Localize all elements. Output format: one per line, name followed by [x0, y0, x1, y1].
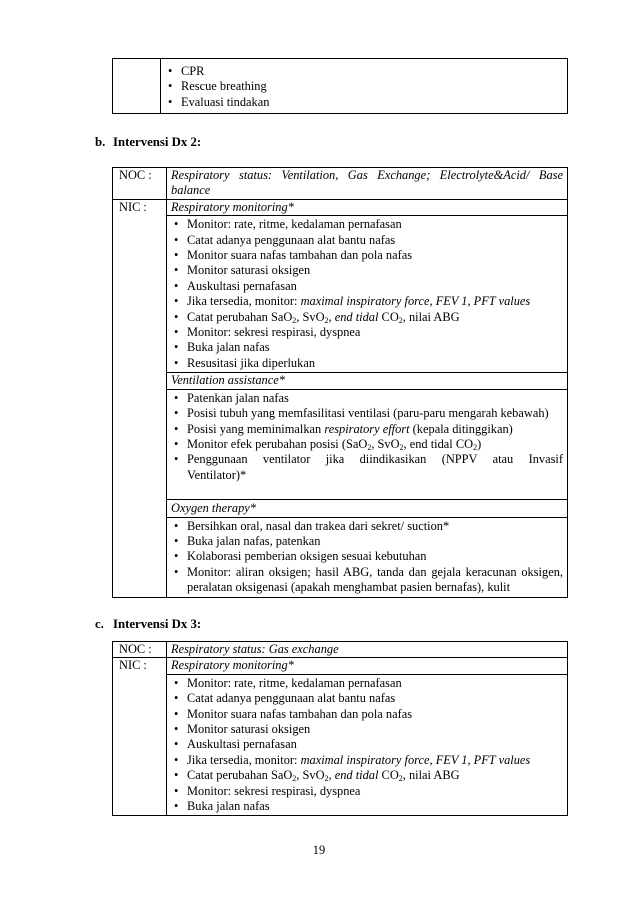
text: ,	[328, 768, 335, 783]
list-item: • Buka jalan nafas	[171, 799, 563, 814]
text: , SvO	[296, 768, 325, 783]
list-item: • Resusitasi jika diperlukan	[171, 356, 563, 371]
list-item: • Kolaborasi pemberian oksigen sesuai kebutuhan	[171, 549, 563, 564]
table-cell-empty	[113, 674, 167, 816]
list-item: • Monitor: rate, ritme, kedalaman pernafasan	[171, 217, 563, 232]
table-row	[113, 500, 568, 517]
text: Jika tersedia, monitor:	[187, 294, 301, 309]
table-row	[113, 216, 568, 373]
noc-value-text: Respiratory status: Ventilation, Gas Exchange; Electrolyte&Acid/ Base balance	[171, 168, 563, 198]
section-c-heading	[95, 617, 201, 632]
text-italic: end tidal	[334, 309, 379, 324]
list-item: • Evaluasi tindakan	[165, 95, 563, 110]
bullet-list	[171, 676, 563, 815]
nic-title: Respiratory monitoring*	[167, 199, 568, 215]
text: CO	[378, 309, 399, 324]
list-item	[171, 565, 563, 596]
list-item: • Buka jalan nafas	[171, 340, 563, 355]
intervention-table-dx3	[112, 641, 568, 816]
bullet-list	[165, 64, 563, 110]
list-item: • Buka jalan nafas, patenkan	[171, 534, 563, 549]
list-item: • Posisi tubuh yang memfasilitasi ventilasi (paru-paru mengarah kebawah)	[171, 406, 563, 421]
text: , nilai ABG	[402, 309, 460, 324]
text-line: • Monitor: aliran oksigen; hasil ABG, tanda dan gejala keracunan oksigen,	[187, 564, 563, 579]
text: ,	[328, 309, 335, 324]
nic-label: NIC :	[113, 658, 167, 674]
noc-value: Respiratory status: Gas exchange	[167, 642, 568, 658]
section-title: Intervensi Dx 3:	[113, 617, 202, 631]
ventilation-list-cell	[167, 389, 568, 499]
section-letter: b.	[95, 135, 106, 149]
subscript: 2	[473, 442, 478, 452]
text-italic: end tidal	[334, 768, 379, 783]
list-item	[171, 437, 563, 452]
list-item: • Monitor saturasi oksigen	[171, 722, 563, 737]
table-row	[113, 199, 568, 215]
noc-label: NOC :	[113, 642, 167, 658]
text-italic: maximal inspiratory force, FEV 1, PFT values	[300, 294, 531, 309]
oxygen-title: Oxygen therapy*	[167, 500, 568, 517]
bullet-list	[171, 217, 563, 371]
subscript: 2	[324, 315, 329, 325]
list-item	[171, 294, 563, 309]
list-item: • Monitor: sekresi respirasi, dyspnea	[171, 784, 563, 799]
list-item: • Auskultasi pernafasan	[171, 279, 563, 294]
list-item: • Monitor suara nafas tambahan dan pola nafas	[171, 248, 563, 263]
list-item: • Patenkan jalan nafas	[171, 391, 563, 406]
table-cell-list	[161, 59, 568, 114]
list-item: • Monitor: rate, ritme, kedalaman pernafasan	[171, 676, 563, 691]
list-item: • Monitor: sekresi respirasi, dyspnea	[171, 325, 563, 340]
list-item	[171, 753, 563, 768]
list-item: • Rescue breathing	[165, 79, 563, 94]
section-b-heading	[95, 135, 201, 150]
oxygen-list-cell	[167, 517, 568, 597]
table-row	[113, 517, 568, 597]
list-item	[171, 452, 563, 483]
subscript: 2	[398, 774, 403, 784]
text-line: • Penggunaan ventilator jika diindikasikan (NPPV atau Invasif	[187, 452, 563, 467]
list-item	[171, 422, 563, 437]
monitoring-list-cell	[167, 674, 568, 816]
table-row	[113, 674, 568, 816]
nic-label: NIC :	[113, 199, 167, 215]
subscript: 2	[398, 315, 403, 325]
text-italic: maximal inspiratory force, FEV 1, PFT values	[300, 752, 531, 767]
subscript: 2	[292, 315, 297, 325]
text-line: peralatan oksigenasi (apakah menghambat pasien bernafas), kulit	[187, 580, 511, 595]
list-item: • Catat adanya penggunaan alat bantu nafas	[171, 691, 563, 706]
text: CO	[378, 768, 399, 783]
ventilation-title: Ventilation assistance*	[167, 373, 568, 389]
text-line: Ventilator)*	[187, 467, 247, 482]
table-row	[113, 389, 568, 499]
section-title: Intervensi Dx 2:	[113, 135, 202, 149]
noc-label: NOC :	[113, 168, 167, 200]
list-item: • Monitor saturasi oksigen	[171, 263, 563, 278]
list-item: • Bersihkan oral, nasal dan trakea dari sekret/ suction*	[171, 519, 563, 534]
top-table	[112, 58, 568, 114]
list-item: • CPR	[165, 64, 563, 79]
table-row	[113, 373, 568, 389]
list-item: • Catat adanya penggunaan alat bantu nafas	[171, 233, 563, 248]
text: , end tidal CO	[403, 436, 474, 451]
text: Catat perubahan SaO	[187, 309, 293, 324]
subscript: 2	[399, 442, 404, 452]
text: Jika tersedia, monitor:	[187, 752, 301, 767]
table-cell-empty	[113, 216, 167, 597]
noc-value	[167, 168, 568, 200]
text: )	[477, 436, 482, 451]
list-item: • Auskultasi pernafasan	[171, 737, 563, 752]
intervention-table-dx2	[112, 167, 568, 598]
table-cell-empty	[113, 59, 161, 114]
subscript: 2	[324, 774, 329, 784]
subscript: 2	[292, 774, 297, 784]
monitoring-list-cell	[167, 216, 568, 373]
nic-title: Respiratory monitoring*	[167, 658, 568, 674]
list-item: • Monitor suara nafas tambahan dan pola nafas	[171, 707, 563, 722]
text-italic: respiratory effort	[324, 421, 410, 436]
bullet-list	[171, 391, 563, 483]
table-row	[113, 168, 568, 200]
text: Catat perubahan SaO	[187, 768, 293, 783]
text: , nilai ABG	[402, 768, 460, 783]
list-item	[171, 768, 563, 783]
text: Monitor efek perubahan posisi (SaO	[187, 436, 368, 451]
text: (kepala ditinggikan)	[409, 421, 513, 436]
table-row	[113, 658, 568, 674]
table-row	[113, 59, 568, 114]
bullet-list	[171, 519, 563, 596]
text: , SvO	[296, 309, 325, 324]
page-number: 19	[312, 843, 326, 857]
text: Posisi yang meminimalkan	[187, 421, 325, 436]
text: , SvO	[371, 436, 400, 451]
subscript: 2	[367, 442, 372, 452]
list-item	[171, 310, 563, 325]
table-row	[113, 642, 568, 658]
section-letter: c.	[95, 617, 104, 631]
